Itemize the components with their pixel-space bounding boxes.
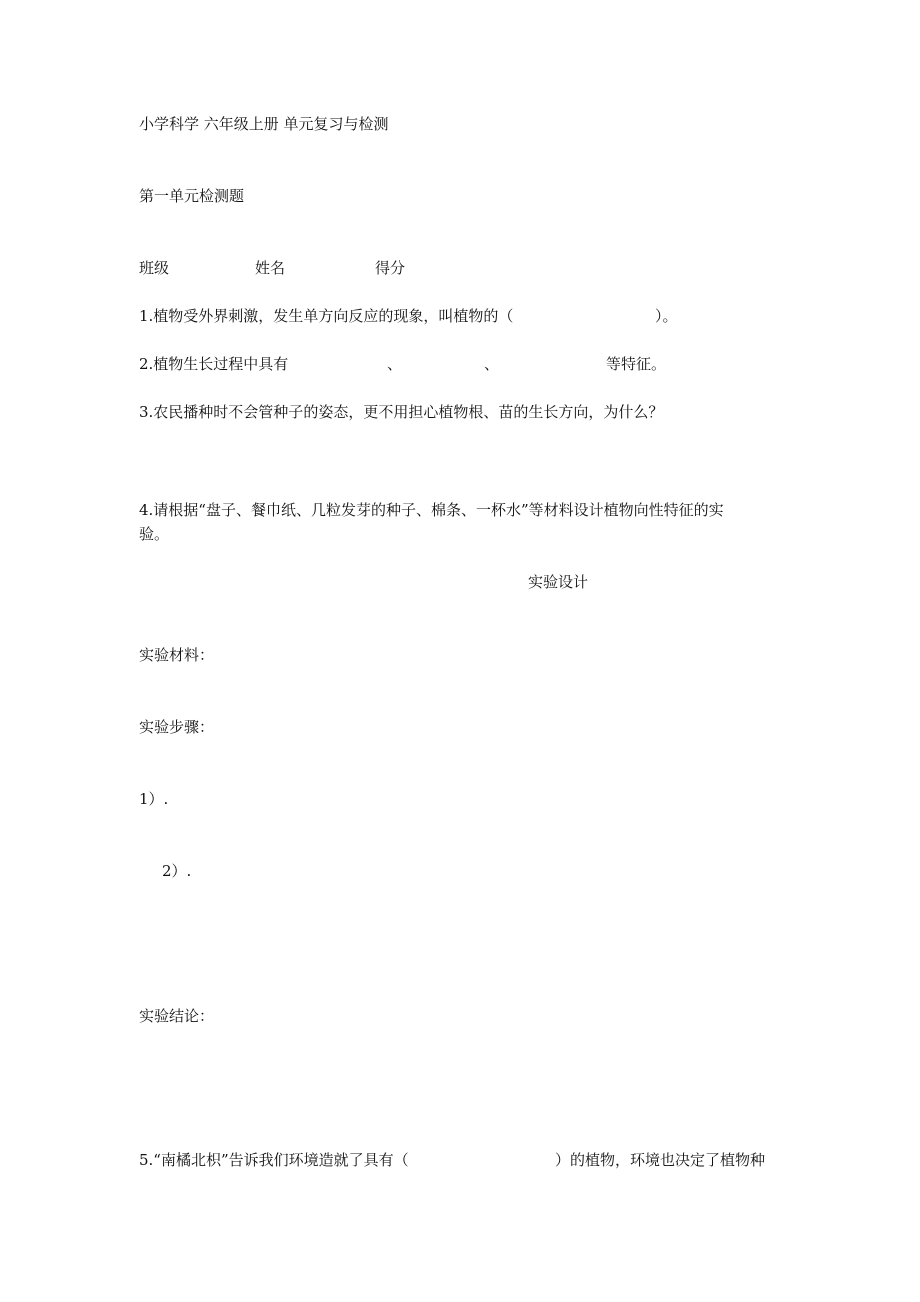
question-2	[0, 357, 920, 377]
step-1: 1）.	[139, 790, 169, 808]
question-2-text: 2.植物生长过程中具有	[139, 355, 289, 373]
question-4-line-2: 验。	[139, 525, 170, 543]
design-title: 实验设计	[528, 573, 589, 591]
info-row	[0, 261, 920, 281]
materials-label: 实验材料：	[139, 646, 215, 664]
course-header: 小学科学 六年级上册 单元复习与检测	[139, 115, 389, 133]
class-label: 班级	[139, 259, 170, 277]
question-5-text: 5.“南橘北枳”告诉我们环境造就了具有（	[139, 1151, 409, 1169]
question-5	[0, 1153, 920, 1173]
unit-title: 第一单元检测题	[139, 187, 245, 205]
question-4-line-1: 4.请根据“盘子、餐巾纸、几粒发芽的种子、棉条、一杯水”等材料设计植物向性特征的实	[139, 501, 724, 519]
question-1	[0, 309, 920, 329]
question-2-end: 等特征。	[606, 355, 667, 373]
steps-label: 实验步骤：	[139, 718, 215, 736]
question-2-separator-2: 、	[484, 355, 500, 373]
question-1-close: ）。	[655, 307, 678, 325]
question-1-text: 1.植物受外界刺激，发生单方向反应的现象，叫植物的（	[139, 307, 514, 325]
score-label: 得分	[375, 259, 406, 277]
step-2: 2）.	[162, 862, 192, 880]
question-5-rest: ）的植物，环境也决定了植物种	[555, 1151, 766, 1169]
question-3: 3.农民播种时不会管种子的姿态，更不用担心植物根、苗的生长方向，为什么？	[139, 403, 664, 421]
question-2-separator-1: 、	[387, 355, 403, 373]
conclusion-label: 实验结论：	[139, 1007, 215, 1025]
name-label: 姓名	[255, 259, 286, 277]
